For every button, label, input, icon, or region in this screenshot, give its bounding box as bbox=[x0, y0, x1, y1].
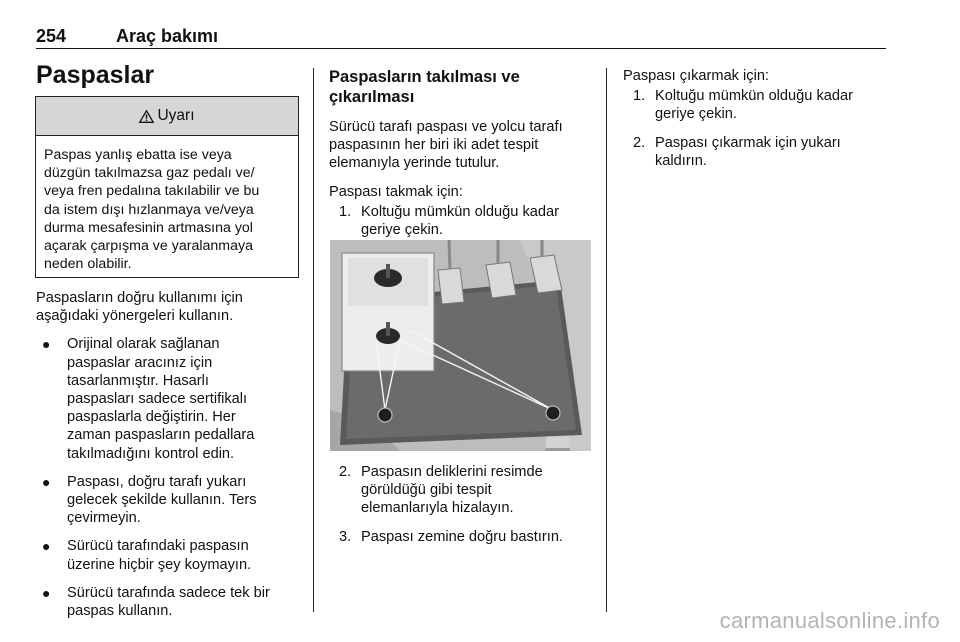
text-line: zaman paspasların pedallara bbox=[67, 427, 255, 444]
floor-mat-illustration bbox=[330, 240, 591, 451]
text-line: paspas kullanın. bbox=[67, 603, 173, 620]
step-item bbox=[329, 528, 601, 546]
text-line: elemanıyla yerinde tutulur. bbox=[329, 155, 500, 172]
watermark: carmanualsonline.info bbox=[719, 608, 940, 633]
text-line: Sürücü tarafında sadece tek bir bbox=[67, 584, 270, 601]
text-line: kaldırın. bbox=[655, 152, 707, 169]
bullet-icon: ● bbox=[42, 584, 51, 601]
text-line: paspaslarla değiştirin. Her bbox=[67, 409, 236, 426]
heading-line: çıkarılması bbox=[329, 88, 415, 106]
right-column bbox=[623, 67, 885, 180]
text-line: gelecek şekilde kullanın. Ters bbox=[67, 492, 257, 509]
bullet-icon: ● bbox=[42, 336, 51, 353]
warning-line: Paspas yanlış ebatta ise veya bbox=[44, 147, 232, 163]
step-item bbox=[329, 203, 601, 239]
text-line: Orijinal olarak sağlanan bbox=[67, 336, 220, 353]
text-line: Paspasların doğru kullanımı için bbox=[36, 290, 243, 306]
warning-line: düzgün takılmazsa gaz pedalı ve/ bbox=[44, 165, 255, 182]
bullet-item bbox=[36, 537, 306, 573]
warning-line: durma mesafesinin artmasına yol bbox=[44, 219, 253, 236]
text-line: üzerine hiçbir şey koymayın. bbox=[67, 556, 252, 573]
remove-intro: Paspası çıkarmak için: bbox=[623, 68, 769, 84]
text-line: Koltuğu mümkün olduğu kadar bbox=[655, 88, 853, 105]
step-number: 1. bbox=[339, 203, 352, 220]
warning-text bbox=[36, 136, 298, 273]
text-line: takılmadığını kontrol edin. bbox=[67, 445, 235, 462]
description-paragraph bbox=[329, 118, 601, 173]
middle-column-top bbox=[329, 67, 601, 249]
step-item bbox=[623, 87, 885, 123]
column-divider-left bbox=[313, 68, 314, 612]
warning-icon bbox=[139, 110, 154, 123]
step-number: 1. bbox=[633, 88, 646, 105]
warning-line: neden olabilir. bbox=[44, 256, 132, 273]
subsection-heading bbox=[329, 67, 601, 107]
warning-box bbox=[35, 96, 299, 278]
bullet-item bbox=[36, 335, 306, 462]
bullet-item bbox=[36, 584, 306, 620]
text-line: Sürücü tarafındaki paspasın bbox=[67, 538, 249, 555]
warning-title: Uyarı bbox=[157, 107, 195, 124]
text-line: elemanlarıyla hizalayın. bbox=[361, 500, 514, 517]
step-item bbox=[329, 463, 601, 518]
warning-line: açarak çarpışma ve yaralanmaya bbox=[44, 238, 253, 255]
text-line: geriye çekin. bbox=[361, 222, 443, 239]
left-column bbox=[36, 289, 306, 630]
text-line: Paspası çıkarmak için yukarı bbox=[655, 134, 841, 151]
bullet-icon: ● bbox=[42, 473, 51, 490]
step-number: 2. bbox=[339, 464, 352, 480]
text-line: aşağıdaki yönergeleri kullanın. bbox=[36, 308, 234, 325]
step-item bbox=[623, 134, 885, 170]
column-divider-right bbox=[606, 68, 607, 612]
intro-paragraph bbox=[36, 289, 306, 325]
text-line: çevirmeyin. bbox=[67, 510, 141, 527]
text-line: Paspasın deliklerini resimde bbox=[361, 464, 543, 480]
heading-line: Paspasların takılması ve bbox=[329, 68, 520, 86]
warning-line: veya fren pedalına takılabilir ve bu bbox=[44, 183, 260, 200]
text-line: Koltuğu mümkün olduğu kadar bbox=[361, 203, 559, 220]
text-line: paspaslar aracınız için bbox=[67, 354, 213, 371]
text-line: görüldüğü gibi tespit bbox=[361, 482, 492, 499]
text-line: Paspası, doğru tarafı yukarı bbox=[67, 473, 247, 490]
bullet-icon: ● bbox=[42, 538, 51, 555]
page-header bbox=[36, 24, 886, 49]
install-intro: Paspası takmak için: bbox=[329, 183, 463, 200]
page-number: 254 bbox=[36, 26, 67, 46]
text-line: Paspası zemine doğru bastırın. bbox=[361, 528, 563, 545]
section-title: Araç bakımı bbox=[116, 26, 219, 46]
step-number: 3. bbox=[339, 528, 352, 545]
warning-header bbox=[36, 97, 298, 136]
step-number: 2. bbox=[633, 134, 646, 151]
text-line: paspasları sadece sertifikalı bbox=[67, 391, 248, 408]
page-title: Paspaslar bbox=[36, 61, 155, 89]
text-line: geriye çekin. bbox=[655, 106, 737, 123]
middle-column-bottom bbox=[329, 463, 601, 556]
text-line: tasarlanmıştır. Hasarlı bbox=[67, 372, 209, 389]
warning-line: da istem dışı hızlanmaya ve/veya bbox=[44, 201, 254, 218]
text-line: Sürücü tarafı paspası ve yolcu tarafı bbox=[329, 119, 563, 135]
bullet-item bbox=[36, 473, 306, 528]
text-line: paspasının her biri iki adet tespit bbox=[329, 137, 539, 154]
